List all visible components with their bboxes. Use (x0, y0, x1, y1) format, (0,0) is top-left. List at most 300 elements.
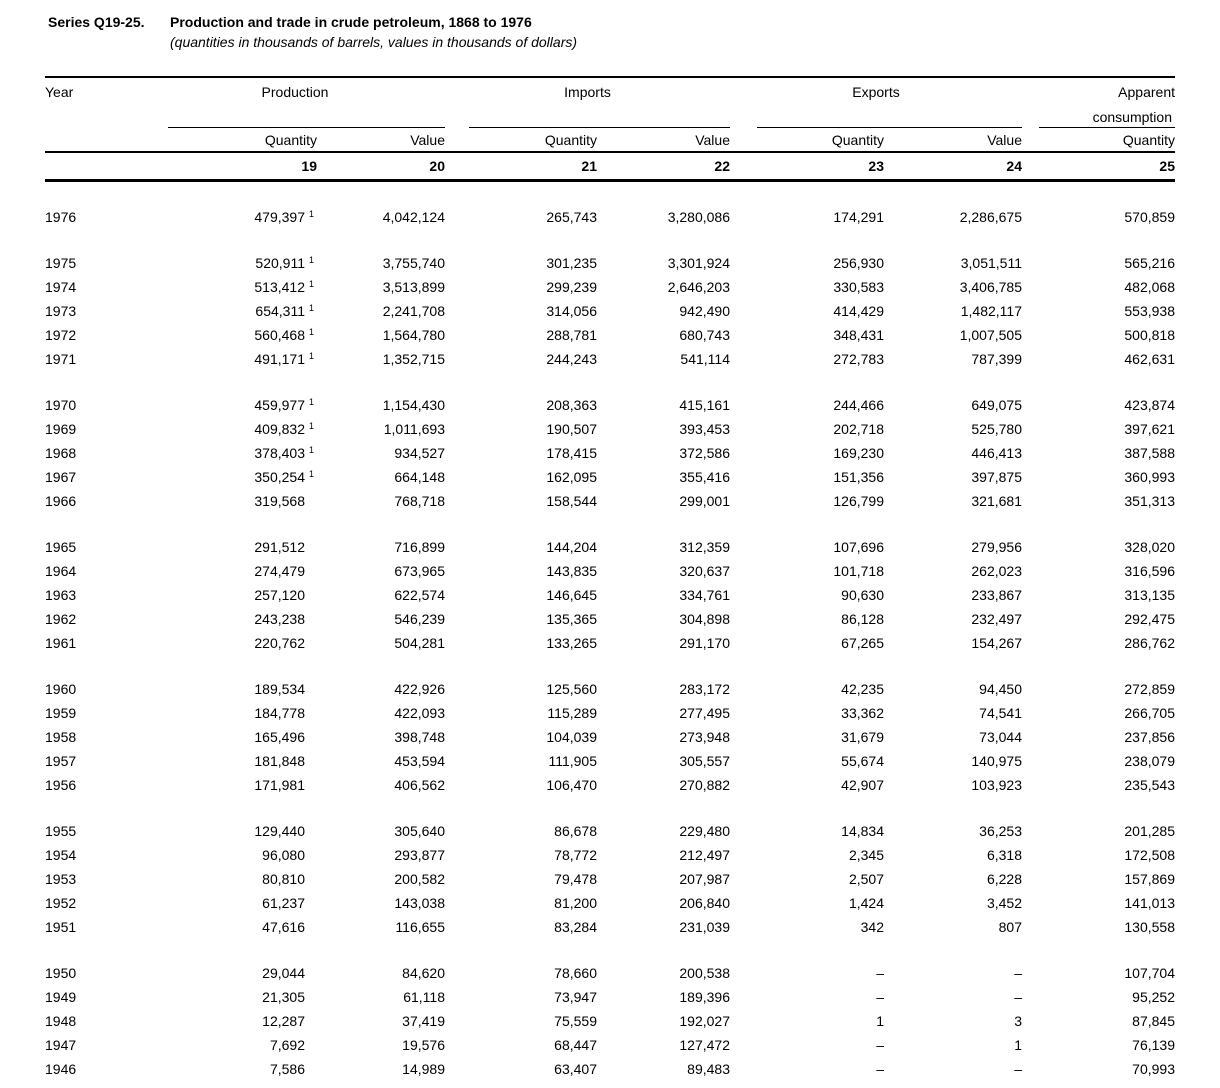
production-value-cell: 37,419 (402, 1013, 445, 1029)
column-number-25: 25 (1022, 152, 1175, 181)
imports-quantity-cell: 178,415 (546, 445, 597, 461)
exports-value-cell: 103,923 (971, 777, 1022, 793)
imports-value-cell: 291,170 (679, 635, 730, 651)
production-quantity-cell (145, 725, 317, 749)
production-quantity-cell (145, 583, 317, 607)
production-value-cell: 143,038 (394, 895, 445, 911)
exports-value-cell: 446,413 (971, 445, 1022, 461)
apparent-consumption-quantity-cell: 313,135 (1124, 587, 1175, 603)
apparent-consumption-quantity-cell: 130,558 (1124, 919, 1175, 935)
apparent-consumption-quantity-cell: 87,845 (1132, 1013, 1175, 1029)
exports-quantity-cell: 342 (860, 919, 884, 935)
spacer-cell (45, 371, 1175, 393)
production-quantity-subheader: Quantity (264, 131, 317, 148)
production-value-cell: 453,594 (394, 753, 445, 769)
exports-quantity-cell: 33,362 (841, 705, 884, 721)
imports-value-cell: 212,497 (679, 847, 730, 863)
title-line (48, 14, 1220, 30)
exports-value-cell: 397,875 (971, 469, 1022, 485)
exports-value-cell: 140,975 (971, 753, 1022, 769)
production-quantity-cell (145, 275, 317, 299)
table-row-1967 (45, 465, 1175, 489)
apparent-consumption-quantity-cell: 201,285 (1124, 823, 1175, 839)
production-value-subheader: Value (410, 131, 445, 148)
apparent-consumption-quantity-cell: 272,859 (1124, 681, 1175, 697)
apparent-consumption-quantity-cell: 157,869 (1124, 871, 1175, 887)
production-quantity-value: 47,616 (262, 919, 305, 935)
production-value-cell: 293,877 (394, 847, 445, 863)
exports-quantity-cell: 202,718 (833, 421, 884, 437)
production-value-cell: 116,655 (395, 919, 445, 935)
exports-value-cell: 3,406,785 (959, 279, 1022, 295)
apparent-consumption-quantity-cell: 235,543 (1124, 777, 1175, 793)
imports-value-cell: 192,027 (679, 1013, 730, 1029)
footnote-marker: 1 (309, 327, 315, 337)
production-value-cell: 4,042,124 (382, 209, 445, 225)
footnote-marker: 1 (309, 469, 315, 479)
apparent-consumption-quantity-cell: 292,475 (1124, 611, 1175, 627)
exports-quantity-cell: 330,583 (833, 279, 884, 295)
exports-value-cell: 74,541 (979, 705, 1022, 721)
production-value-cell: 2,241,708 (382, 303, 445, 319)
exports-value-cell: 3,051,511 (960, 255, 1022, 271)
exports-quantity-cell: 2,507 (848, 871, 884, 887)
table-row-1968 (45, 441, 1175, 465)
year-cell: 1958 (45, 729, 77, 745)
exports-value-cell: 2,286,675 (959, 209, 1022, 225)
footnote-marker: 1 (309, 421, 315, 431)
exports-value-cell: 233,867 (971, 587, 1022, 603)
group-header-row (45, 77, 1175, 105)
empty-cell (45, 152, 145, 181)
imports-quantity-cell: 106,470 (546, 777, 597, 793)
imports-rule-cell (445, 105, 730, 128)
production-quantity-cell (145, 773, 317, 797)
exports-quantity-cell: 348,431 (833, 327, 884, 343)
exports-quantity-cell: 42,907 (841, 777, 884, 793)
exports-value-cell: 36,253 (979, 823, 1022, 839)
imports-quantity-cell: 244,243 (546, 351, 597, 367)
table-row-1949 (45, 985, 1175, 1009)
imports-quantity-cell: 299,239 (546, 279, 597, 295)
spacer-cell (45, 229, 1175, 251)
spacer-cell (45, 181, 1175, 206)
table-row-1965 (45, 535, 1175, 559)
exports-rule-cell (730, 105, 1022, 128)
exports-value-cell: 321,681 (971, 493, 1022, 509)
imports-value-cell: 304,898 (679, 611, 730, 627)
production-quantity-cell (145, 441, 317, 465)
sub-header-row (45, 128, 1175, 152)
table-row-1952 (45, 891, 1175, 915)
column-number-19: 19 (145, 152, 317, 181)
imports-value-cell: 393,453 (679, 421, 730, 437)
production-quantity-value: 560,468 (254, 327, 305, 343)
exports-value-cell: 6,228 (986, 871, 1022, 887)
year-cell: 1962 (45, 611, 77, 627)
spacer-cell (45, 513, 1175, 535)
exports-value-cell: 807 (998, 919, 1022, 935)
production-value-cell: 934,527 (394, 445, 445, 461)
year-cell: 1960 (45, 681, 77, 697)
table-subtitle: (quantities in thousands of barrels, values in thousands of dollars) (170, 34, 578, 50)
imports-value-cell: 415,161 (679, 397, 730, 413)
column-number-21: 21 (445, 152, 597, 181)
imports-quantity-cell: 135,365 (546, 611, 597, 627)
group-spacer (45, 229, 1175, 251)
imports-value-cell: 127,472 (679, 1037, 730, 1053)
production-quantity-cell (145, 843, 317, 867)
apparent-consumption-quantity-cell: 360,993 (1124, 469, 1175, 485)
exports-value-cell: 94,450 (979, 681, 1022, 697)
imports-quantity-cell: 86,678 (554, 823, 597, 839)
imports-value-cell: 231,039 (679, 919, 730, 935)
imports-quantity-cell: 265,743 (546, 209, 597, 225)
consumption-rule-cell (1022, 105, 1175, 128)
apparent-consumption-quantity-cell: 328,020 (1124, 539, 1175, 555)
table-row-1948 (45, 1009, 1175, 1033)
exports-value-cell: 3,452 (986, 895, 1022, 911)
year-cell: 1959 (45, 705, 77, 721)
year-cell: 1975 (45, 255, 77, 271)
imports-value-cell: 541,114 (680, 351, 730, 367)
apparent-consumption-quantity-cell: 238,079 (1124, 753, 1175, 769)
imports-quantity-cell: 133,265 (546, 635, 597, 651)
imports-quantity-cell: 143,835 (546, 563, 597, 579)
imports-quantity-cell: 125,560 (546, 681, 597, 697)
year-cell: 1949 (45, 989, 77, 1005)
year-cell: 1961 (45, 635, 77, 651)
imports-value-cell: 206,840 (679, 895, 730, 911)
imports-quantity-cell: 301,235 (546, 255, 597, 271)
exports-quantity-cell: 86,128 (841, 611, 884, 627)
production-quantity-cell (145, 915, 317, 939)
exports-quantity-cell: 169,230 (833, 445, 884, 461)
production-quantity-cell (145, 347, 317, 371)
footnote-marker: 1 (309, 209, 315, 219)
table-row-1946 (45, 1057, 1175, 1081)
footnote-marker: 1 (309, 397, 315, 407)
imports-quantity-cell: 75,559 (554, 1013, 597, 1029)
imports-quantity-cell: 288,781 (546, 327, 597, 343)
exports-value-cell: 232,497 (971, 611, 1022, 627)
imports-value-cell: 372,586 (679, 445, 730, 461)
production-quantity-cell (145, 535, 317, 559)
production-rule-cell (145, 105, 445, 128)
apparent-consumption-quantity-cell: 462,631 (1124, 351, 1175, 367)
imports-value-cell: 189,396 (679, 989, 730, 1005)
production-quantity-value: 80,810 (262, 871, 305, 887)
production-quantity-cell (145, 1057, 317, 1081)
column-number-23: 23 (730, 152, 884, 181)
table-row-1974 (45, 275, 1175, 299)
exports-quantity-cell: – (876, 1037, 884, 1053)
imports-quantity-cell: 162,095 (546, 469, 597, 485)
production-quantity-value: 7,692 (269, 1037, 305, 1053)
column-number-22: 22 (597, 152, 730, 181)
imports-value-cell: 320,637 (679, 563, 730, 579)
year-cell: 1952 (45, 895, 77, 911)
year-cell: 1950 (45, 965, 77, 981)
exports-quantity-cell: 151,356 (833, 469, 884, 485)
table-row-1961 (45, 631, 1175, 655)
production-quantity-value: 243,238 (254, 611, 305, 627)
production-quantity-cell (145, 489, 317, 513)
exports-quantity-cell: 42,235 (841, 681, 884, 697)
year-cell: 1954 (45, 847, 77, 863)
production-value-cell: 305,640 (394, 823, 445, 839)
apparent-consumption-quantity-cell: 141,013 (1124, 895, 1175, 911)
exports-quantity-cell: 14,834 (841, 823, 884, 839)
production-value-cell: 422,926 (394, 681, 445, 697)
production-quantity-value: 409,832 (254, 421, 305, 437)
production-quantity-cell (145, 607, 317, 631)
production-quantity-cell (145, 961, 317, 985)
table-row-1951 (45, 915, 1175, 939)
column-number-24: 24 (884, 152, 1022, 181)
imports-quantity-cell: 78,772 (554, 847, 597, 863)
production-quantity-cell (145, 985, 317, 1009)
empty-cell (45, 105, 145, 128)
production-quantity-cell (145, 299, 317, 323)
exports-quantity-cell: 272,783 (833, 351, 884, 367)
imports-quantity-cell: 73,947 (554, 989, 597, 1005)
group-spacer (45, 797, 1175, 819)
exports-quantity-cell: 107,696 (833, 539, 884, 555)
exports-value-cell: 1,007,505 (959, 327, 1022, 343)
imports-quantity-cell: 63,407 (554, 1061, 597, 1077)
production-value-cell: 1,352,715 (382, 351, 445, 367)
exports-value-cell: – (1014, 1061, 1022, 1077)
footnote-marker: 1 (309, 255, 315, 265)
apparent-consumption-quantity-cell: 316,596 (1124, 563, 1175, 579)
exports-value-cell: 154,267 (971, 635, 1022, 651)
imports-quantity-cell: 146,645 (546, 587, 597, 603)
exports-value-cell: 1,482,117 (960, 303, 1022, 319)
production-value-cell: 3,755,740 (382, 255, 445, 271)
production-quantity-cell (145, 631, 317, 655)
production-value-cell: 1,564,780 (382, 327, 445, 343)
exports-group-header: Exports (730, 77, 1022, 105)
apparent-consumption-quantity-cell: 351,313 (1124, 493, 1175, 509)
imports-value-cell: 312,359 (679, 539, 730, 555)
column-number-row (45, 152, 1175, 181)
imports-value-cell: 3,301,924 (667, 255, 730, 271)
exports-quantity-cell: 174,291 (833, 209, 884, 225)
year-cell: 1947 (45, 1037, 77, 1053)
production-value-cell: 716,899 (394, 539, 445, 555)
year-cell: 1974 (45, 279, 77, 295)
production-value-cell: 3,513,899 (382, 279, 445, 295)
production-quantity-cell (145, 891, 317, 915)
table-row-1962 (45, 607, 1175, 631)
apparent-consumption-quantity-cell: 387,588 (1124, 445, 1175, 461)
year-cell: 1946 (45, 1061, 77, 1077)
imports-quantity-subheader: Quantity (544, 131, 597, 148)
year-cell: 1951 (45, 919, 77, 935)
imports-value-cell: 680,743 (679, 327, 730, 343)
imports-value-cell: 299,001 (679, 493, 730, 509)
imports-quantity-cell: 81,200 (554, 895, 597, 911)
apparent-consumption-quantity-cell: 482,068 (1124, 279, 1175, 295)
apparent-consumption-quantity-cell: 107,704 (1124, 965, 1175, 981)
imports-value-cell: 207,987 (679, 871, 730, 887)
year-cell: 1957 (45, 753, 77, 769)
group-spacer (45, 181, 1175, 206)
statistics-table (45, 76, 1175, 1081)
exports-value-cell: 787,399 (971, 351, 1022, 367)
exports-value-cell: 649,075 (971, 397, 1022, 413)
apparent-consumption-quantity-cell: 500,818 (1124, 327, 1175, 343)
table-body (45, 181, 1175, 1082)
apparent-consumption-quantity-cell: 237,856 (1124, 729, 1175, 745)
production-quantity-value: 654,311 (255, 303, 305, 319)
apparent-consumption-quantity-cell: 286,762 (1124, 635, 1175, 651)
production-quantity-value: 513,412 (254, 279, 305, 295)
imports-value-cell: 277,495 (679, 705, 730, 721)
table-row-1960 (45, 677, 1175, 701)
imports-value-cell: 283,172 (679, 681, 730, 697)
production-quantity-cell (145, 323, 317, 347)
production-quantity-value: 7,586 (269, 1061, 305, 1077)
exports-value-cell: 525,780 (971, 421, 1022, 437)
exports-value-cell: 262,023 (971, 563, 1022, 579)
production-quantity-value: 189,534 (254, 681, 305, 697)
exports-value-cell: 6,318 (986, 847, 1022, 863)
production-group-header: Production (145, 77, 445, 105)
table-row-1976 (45, 205, 1175, 229)
production-value-cell: 504,281 (394, 635, 445, 651)
production-quantity-cell (145, 205, 317, 229)
exports-quantity-cell: 244,466 (833, 397, 884, 413)
table-row-1973 (45, 299, 1175, 323)
year-cell: 1956 (45, 777, 77, 793)
year-cell: 1976 (45, 209, 77, 225)
table-row-1947 (45, 1033, 1175, 1057)
imports-value-cell: 229,480 (679, 823, 730, 839)
apparent-consumption-quantity-cell: 565,216 (1124, 255, 1175, 271)
table-row-1975 (45, 251, 1175, 275)
year-cell: 1953 (45, 871, 77, 887)
footnote-marker: 1 (309, 279, 315, 289)
consumption-quantity-subheader: Quantity (1122, 131, 1175, 148)
imports-quantity-cell: 78,660 (554, 965, 597, 981)
production-quantity-cell (145, 749, 317, 773)
production-quantity-value: 96,080 (262, 847, 305, 863)
imports-quantity-cell: 83,284 (554, 919, 597, 935)
production-quantity-value: 479,397 (254, 209, 305, 225)
imports-value-cell: 305,557 (679, 753, 730, 769)
exports-quantity-cell: 90,630 (841, 587, 884, 603)
production-quantity-value: 165,496 (254, 729, 305, 745)
exports-quantity-cell: 1 (876, 1013, 884, 1029)
production-value-cell: 422,093 (394, 705, 445, 721)
production-quantity-value: 274,479 (254, 563, 305, 579)
empty-cell (45, 128, 145, 152)
apparent-consumption-quantity-cell: 172,508 (1124, 847, 1175, 863)
production-quantity-value: 61,237 (262, 895, 305, 911)
production-value-cell: 673,965 (394, 563, 445, 579)
apparent-consumption-header-line1: Apparent (1022, 77, 1175, 105)
exports-quantity-cell: – (876, 989, 884, 1005)
production-value-cell: 14,989 (402, 1061, 445, 1077)
table-row-1956 (45, 773, 1175, 797)
year-cell: 1973 (45, 303, 77, 319)
apparent-consumption-quantity-cell: 76,139 (1132, 1037, 1175, 1053)
exports-value-cell: 279,956 (971, 539, 1022, 555)
apparent-consumption-quantity-cell: 70,993 (1132, 1061, 1175, 1077)
exports-quantity-cell: 101,718 (833, 563, 884, 579)
year-cell: 1968 (45, 445, 77, 461)
year-cell: 1969 (45, 421, 77, 437)
imports-value-cell: 200,538 (679, 965, 730, 981)
group-spacer (45, 655, 1175, 677)
year-cell: 1972 (45, 327, 77, 343)
apparent-consumption-header-line2: consumption (1092, 109, 1172, 125)
production-quantity-cell (145, 559, 317, 583)
production-value-cell: 19,576 (402, 1037, 445, 1053)
imports-quantity-cell: 104,039 (546, 729, 597, 745)
production-quantity-cell (145, 1033, 317, 1057)
table-row-1954 (45, 843, 1175, 867)
imports-value-cell: 2,646,203 (667, 279, 730, 295)
table-row-1964 (45, 559, 1175, 583)
footnote-marker: 1 (309, 445, 315, 455)
spacer-cell (45, 939, 1175, 961)
exports-quantity-cell: 67,265 (841, 635, 884, 651)
table-row-1958 (45, 725, 1175, 749)
year-cell: 1955 (45, 823, 77, 839)
production-quantity-cell (145, 867, 317, 891)
production-quantity-value: 378,403 (254, 445, 305, 461)
table-row-1969 (45, 417, 1175, 441)
production-value-cell: 398,748 (394, 729, 445, 745)
year-cell: 1971 (45, 351, 77, 367)
production-value-cell: 664,148 (394, 469, 445, 485)
column-number-20: 20 (317, 152, 445, 181)
title-block (0, 0, 1220, 50)
table-row-1971 (45, 347, 1175, 371)
production-value-cell: 84,620 (402, 965, 445, 981)
table-row-1970 (45, 393, 1175, 417)
imports-quantity-cell: 115,289 (547, 705, 597, 721)
production-quantity-value: 319,568 (254, 493, 305, 509)
apparent-consumption-quantity-cell: 570,859 (1124, 209, 1175, 225)
production-quantity-value: 21,305 (262, 989, 305, 1005)
exports-quantity-cell: 126,799 (833, 493, 884, 509)
footnote-marker: 1 (309, 351, 315, 361)
page-title: Production and trade in crude petroleum, 1868 to 1976 (170, 14, 532, 30)
production-quantity-value: 181,848 (254, 753, 305, 769)
table-row-1972 (45, 323, 1175, 347)
production-value-cell: 622,574 (394, 587, 445, 603)
exports-value-cell: 73,044 (979, 729, 1022, 745)
imports-group-header: Imports (445, 77, 730, 105)
exports-value-cell: – (1014, 989, 1022, 1005)
exports-value-subheader: Value (987, 131, 1022, 148)
exports-quantity-cell: – (876, 965, 884, 981)
production-quantity-value: 184,778 (254, 705, 305, 721)
spacer-cell (45, 797, 1175, 819)
exports-quantity-cell: 256,930 (833, 255, 884, 271)
production-quantity-cell (145, 1009, 317, 1033)
production-quantity-cell (145, 393, 317, 417)
production-quantity-value: 129,440 (254, 823, 305, 839)
table-row-1955 (45, 819, 1175, 843)
production-value-cell: 1,154,430 (382, 397, 445, 413)
group-spacer (45, 939, 1175, 961)
year-cell: 1967 (45, 469, 77, 485)
